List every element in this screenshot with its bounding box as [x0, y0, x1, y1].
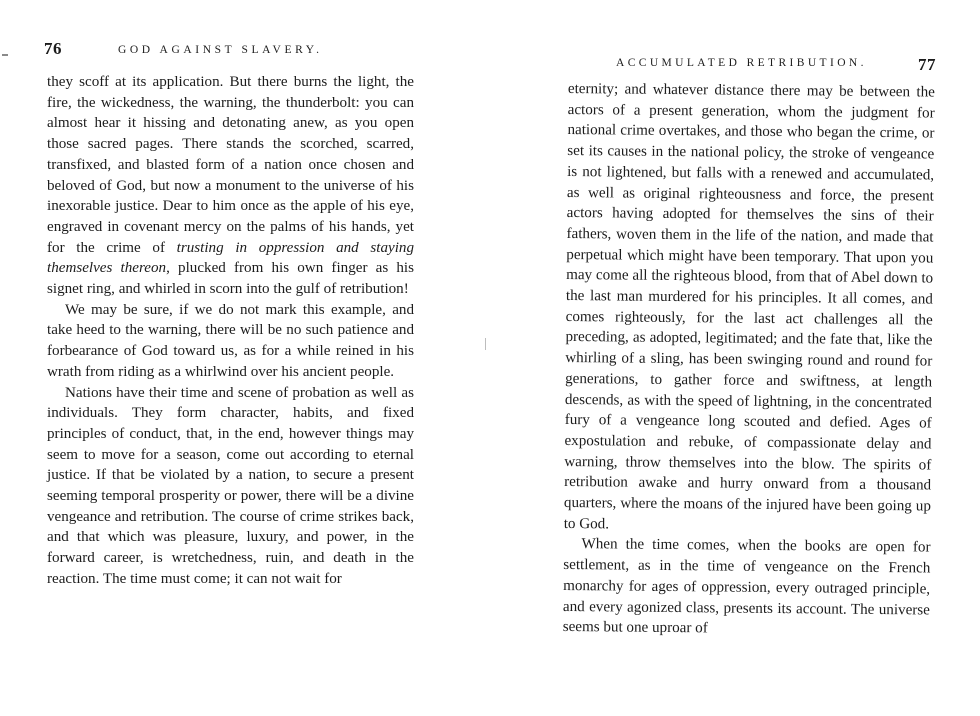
italic-phrase: trusting in oppression and staying themselves thereon	[47, 239, 414, 277]
paragraph: Nations have their time and scene of probation as well as individuals. They form character, habits, and fixed principles of conduct, that, in the end, however things may seem to move for a season, come out according to eternal justice. If that be violated by a nation, to secure a present seeming temporal prosperity or power, there will be a divine vengeance and retribution. The course of crime strikes back, and that which was pleasure, luxury, and power, in the forward career, is wretchedness, ruin, and death in the reaction. The time must come; it can not wait for	[47, 384, 414, 587]
paragraph	[47, 72, 414, 300]
page-number: 77	[918, 55, 936, 74]
running-head: ACCUMULATED RETRIBUTION.	[616, 57, 867, 69]
paragraph-text: they scoff at its application. But there burns the light, the fire, the wickedness, the warning, the thunderbolt: you can almost hear it hissing and detonating anew, as you open those sacred pages. There stands the scorched, scarred, transfixed, and blasted form of a nation once chosen and beloved of God, but now a monument to the universe of his inexorable justice. Dear to him once as the apple of his eye, engraved in covenant mercy on the palms of his hands, yet for the crime of	[47, 74, 414, 256]
body-text	[563, 79, 935, 641]
running-head: GOD AGAINST SLAVERY.	[118, 44, 323, 56]
paragraph: We may be sure, if we do not mark this example, and take heed to the warning, there will be no such patience and forbearance of God toward us, as for a while reined in his wrath from riding as a whirlwind over his ancient people.	[47, 301, 414, 380]
paragraph: eternity; and whatever distance there may be between the actors of a present generation, whom the judgment for national crime overtakes, and those who began the crime, or set its causes in the national policy, the stroke of vengeance is not lightened, but falls with a renewed and accumulated, as well as original righteousness and force, the present actors having adopted for themselves the sins of their fathers, woven them in the life of the nation, and made that perpetual which might have been temporary. That upon you may come all the righteous blood, from that of Abel down to the last man murdered for his principles. It all comes, and comes righteously, for the last act challenges all the preceding, as adopted, legitimated; and the fate that, like the whirling of a sling, has been swinging round and round for generations, to gather force and swiftness, at length descends, as with the speed of lightning, in the concentrated fury of a vengeance long scouted and defied. Ages of expostulation and rebuke, of compassionate delay and warning, throw themselves into the blow. The spirits of retribution awake and hurry onward from a thousand quarters, where the moans of the injured have been going up to God.	[563, 80, 935, 533]
gutter-mark	[485, 338, 486, 350]
right-page	[490, 0, 980, 716]
page-number: 76	[44, 39, 62, 58]
paragraph: When the time comes, when the books are open for settlement, as in the time of vengeance on the French monarchy for ages of oppression, every outraged principle, and every agonized class, presents its account. The universe seems but one uproar of	[562, 536, 931, 637]
body-text	[47, 72, 414, 590]
paragraph-text: , plucked from his own finger as his signet ring, and whirled in scorn into the gulf of retribution!	[47, 260, 414, 298]
